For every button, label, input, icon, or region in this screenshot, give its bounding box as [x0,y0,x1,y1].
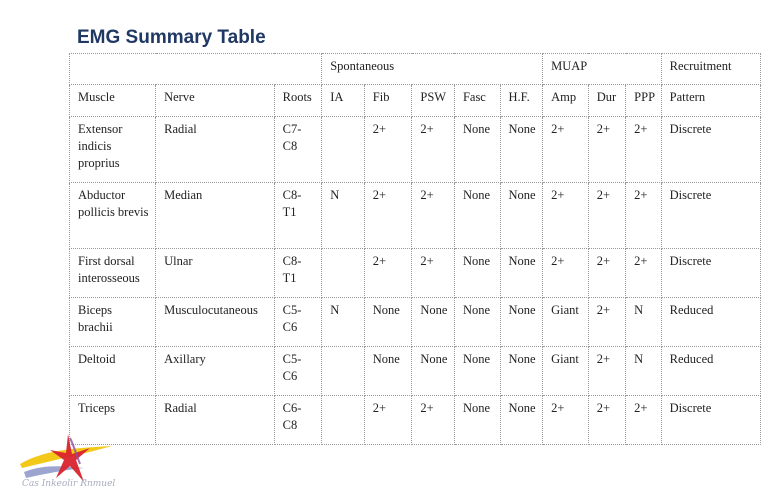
table-cell: 2+ [543,183,589,249]
table-cell: None [454,117,500,183]
column-header: IA [322,85,365,117]
table-cell: 2+ [588,183,625,249]
group-header-recruitment: Recruitment [661,54,760,85]
group-header-row [70,54,761,85]
table-cell: Ulnar [156,249,275,298]
table-cell: Discrete [661,396,760,445]
table-cell: 2+ [588,347,625,396]
table-cell: None [500,396,543,445]
column-header: Muscle [70,85,156,117]
table-cell: Musculocutaneous [156,298,275,347]
table-cell: N [626,298,661,347]
table-cell: 2+ [364,249,412,298]
table-cell [322,396,365,445]
table-cell: Deltoid [70,347,156,396]
table-cell: Discrete [661,183,760,249]
table-cell: 2+ [543,396,589,445]
table-cell: None [364,347,412,396]
group-header-empty [70,54,322,85]
column-header: Pattern [661,85,760,117]
column-header: H.F. [500,85,543,117]
table-cell: 2+ [364,117,412,183]
table-cell: C7-C8 [274,117,322,183]
table-cell: Discrete [661,249,760,298]
table-cell: 2+ [543,117,589,183]
table-row [70,396,761,445]
column-header: Dur [588,85,625,117]
table-cell: 2+ [626,183,661,249]
table-cell: Axillary [156,347,275,396]
table-cell: None [454,347,500,396]
table-cell: Discrete [661,117,760,183]
table-cell: 2+ [412,249,455,298]
table-cell: 2+ [588,117,625,183]
table-cell: None [500,249,543,298]
table-cell: None [500,347,543,396]
column-header: Fib [364,85,412,117]
table-cell: 2+ [626,117,661,183]
column-header: Nerve [156,85,275,117]
table-row [70,249,761,298]
table-cell: C8-T1 [274,249,322,298]
table-cell [322,347,365,396]
table-cell [322,117,365,183]
table-cell: 2+ [364,396,412,445]
table-cell: None [454,298,500,347]
table-cell: 2+ [588,298,625,347]
table-cell: None [454,396,500,445]
table-cell: Reduced [661,347,760,396]
column-header-row [70,85,761,117]
table-cell: 2+ [588,249,625,298]
table-cell: 2+ [412,396,455,445]
table-cell: First dorsal interosseous [70,249,156,298]
column-header: Roots [274,85,322,117]
document-title: EMG Summary Table [77,27,266,48]
table-cell: Radial [156,396,275,445]
table-cell: None [500,117,543,183]
table-cell: Abductor pollicis brevis [70,183,156,249]
table-cell: None [454,249,500,298]
group-header-muap: MUAP [543,54,662,85]
table-cell: C8-T1 [274,183,322,249]
table-cell: None [364,298,412,347]
table-cell: Giant [543,347,589,396]
table-cell: N [322,183,365,249]
table-cell: N [322,298,365,347]
table-cell: None [500,183,543,249]
table-cell: 2+ [626,396,661,445]
table-cell: Triceps [70,396,156,445]
emg-summary-table [69,53,761,445]
table-row [70,183,761,249]
table-cell: 2+ [626,249,661,298]
table-cell: Median [156,183,275,249]
table-cell: 2+ [588,396,625,445]
table-cell: Extensor indicis proprius [70,117,156,183]
table-cell: None [412,347,455,396]
table-cell: 2+ [543,249,589,298]
table-row [70,347,761,396]
table-cell: 2+ [364,183,412,249]
table-cell [322,249,365,298]
table-cell: C5-C6 [274,298,322,347]
group-header-spontaneous: Spontaneous [322,54,543,85]
column-header: Fasc [454,85,500,117]
table-cell: None [500,298,543,347]
table-cell: None [412,298,455,347]
column-header: PSW [412,85,455,117]
table-cell: 2+ [412,183,455,249]
column-header: PPP [626,85,661,117]
column-header: Amp [543,85,589,117]
table-cell: Biceps brachii [70,298,156,347]
table-cell: None [454,183,500,249]
table-cell: 2+ [412,117,455,183]
table-cell: Giant [543,298,589,347]
table-cell: N [626,347,661,396]
table-cell: C6-C8 [274,396,322,445]
watermark-text: Cas Inkeolir Rnmuel [22,479,116,489]
table-row [70,298,761,347]
table-row [70,117,761,183]
table-cell: C5-C6 [274,347,322,396]
table-cell: Reduced [661,298,760,347]
table-cell: Radial [156,117,275,183]
